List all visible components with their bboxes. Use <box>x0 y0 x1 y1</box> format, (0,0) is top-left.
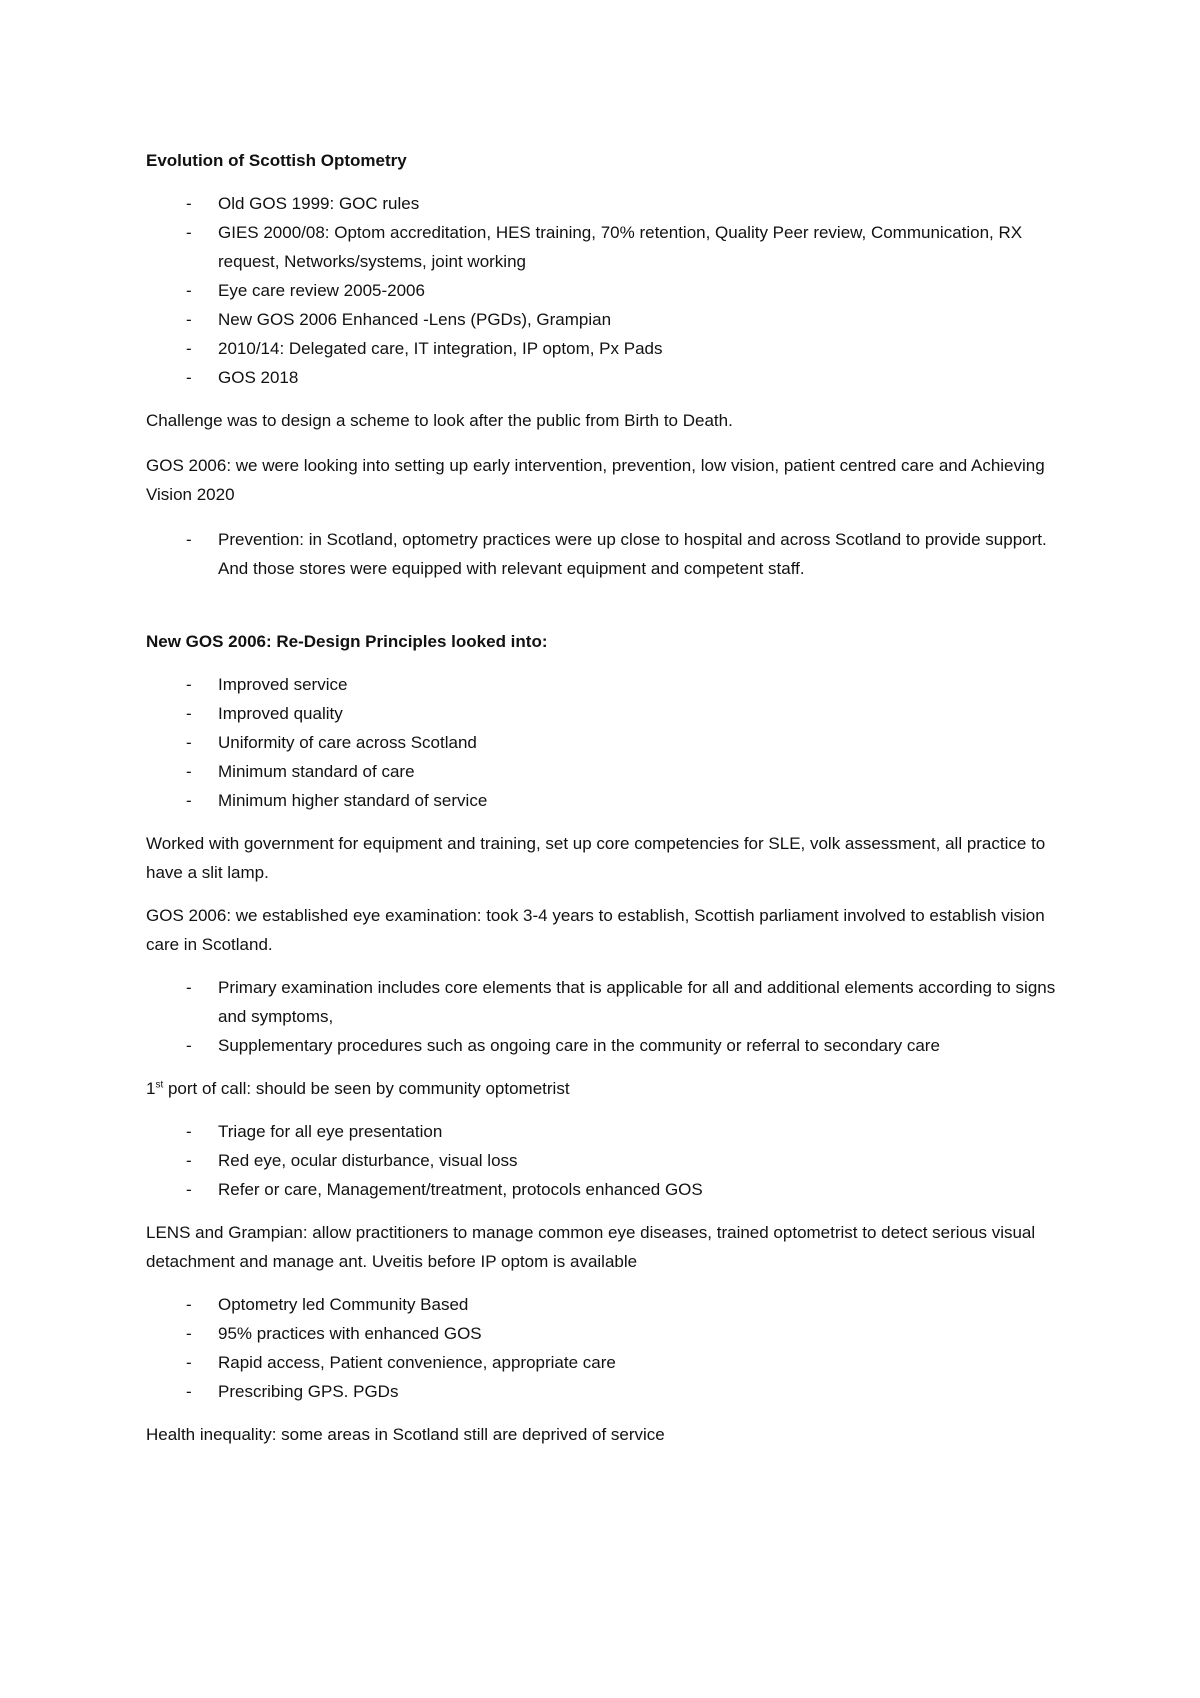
list-item: - Optometry led Community Based <box>146 1290 1066 1319</box>
paragraph-first-port-of-call <box>146 1074 1066 1103</box>
examination-list <box>146 973 1066 1060</box>
paragraph-lens-grampian: LENS and Grampian: allow practitioners to manage common eye diseases, trained optometrist to detect serious visual detachment and manage ant. Uveitis before IP optom is available <box>146 1223 1036 1271</box>
list-item: - Triage for all eye presentation <box>146 1117 1066 1146</box>
port-number: 1 <box>146 1079 156 1098</box>
port-ordinal-suffix: st <box>155 1079 164 1091</box>
list-item: - Primary examination includes core elements that is applicable for all and additional elements according to signs and symptoms, <box>146 973 1066 1031</box>
document-title: Evolution of Scottish Optometry <box>146 151 407 170</box>
list-item: - Supplementary procedures such as ongoing care in the community or referral to secondary care <box>146 1031 1066 1060</box>
list-item: - Old GOS 1999: GOC rules <box>146 189 1066 218</box>
section-heading-redesign: New GOS 2006: Re-Design Principles looked into: <box>146 632 548 651</box>
list-item: - 95% practices with enhanced GOS <box>146 1319 1066 1348</box>
paragraph-worked-with-government: Worked with government for equipment and training, set up core competencies for SLE, volk assessment, all practice to have a slit lamp. <box>146 834 1046 882</box>
list-item: - Rapid access, Patient convenience, appropriate care <box>146 1348 1066 1377</box>
paragraph-gos-2006-intro: GOS 2006: we were looking into setting up early intervention, prevention, low vision, patient centred care and Achieving Vision 2020 <box>146 456 1045 504</box>
principles-list <box>146 670 1066 815</box>
list-item: - Improved service <box>146 670 1066 699</box>
triage-list <box>146 1117 1066 1204</box>
list-item: - GIES 2000/08: Optom accreditation, HES training, 70% retention, Quality Peer review, Communication, RX request, Networks/systems, joint working <box>146 218 1066 276</box>
list-item: - Prescribing GPS. PGDs <box>146 1377 1066 1406</box>
list-item: - Eye care review 2005-2006 <box>146 276 1066 305</box>
paragraph-health-inequality: Health inequality: some areas in Scotland still are deprived of service <box>146 1425 665 1444</box>
list-item: - Minimum higher standard of service <box>146 786 1066 815</box>
list-item: - GOS 2018 <box>146 363 1066 392</box>
list-item: - 2010/14: Delegated care, IT integration, IP optom, Px Pads <box>146 334 1066 363</box>
port-text: port of call: should be seen by community optometrist <box>163 1079 570 1098</box>
document-body <box>146 146 1066 1449</box>
list-item: - Prevention: in Scotland, optometry practices were up close to hospital and across Scotland to provide support. And those stores were equipped with relevant equipment and competent staff. <box>146 525 1066 583</box>
prevention-list <box>146 525 1066 583</box>
list-item: - Red eye, ocular disturbance, visual loss <box>146 1146 1066 1175</box>
paragraph-gos-2006-exam: GOS 2006: we established eye examination: took 3-4 years to establish, Scottish parliament involved to establish vision care in Scotland. <box>146 906 1045 954</box>
list-item: - Improved quality <box>146 699 1066 728</box>
community-list <box>146 1290 1066 1406</box>
paragraph-challenge: Challenge was to design a scheme to look after the public from Birth to Death. <box>146 411 733 430</box>
list-item: - New GOS 2006 Enhanced -Lens (PGDs), Grampian <box>146 305 1066 334</box>
list-item: - Uniformity of care across Scotland <box>146 728 1066 757</box>
history-list <box>146 189 1066 392</box>
list-item: - Minimum standard of care <box>146 757 1066 786</box>
list-item: - Refer or care, Management/treatment, protocols enhanced GOS <box>146 1175 1066 1204</box>
